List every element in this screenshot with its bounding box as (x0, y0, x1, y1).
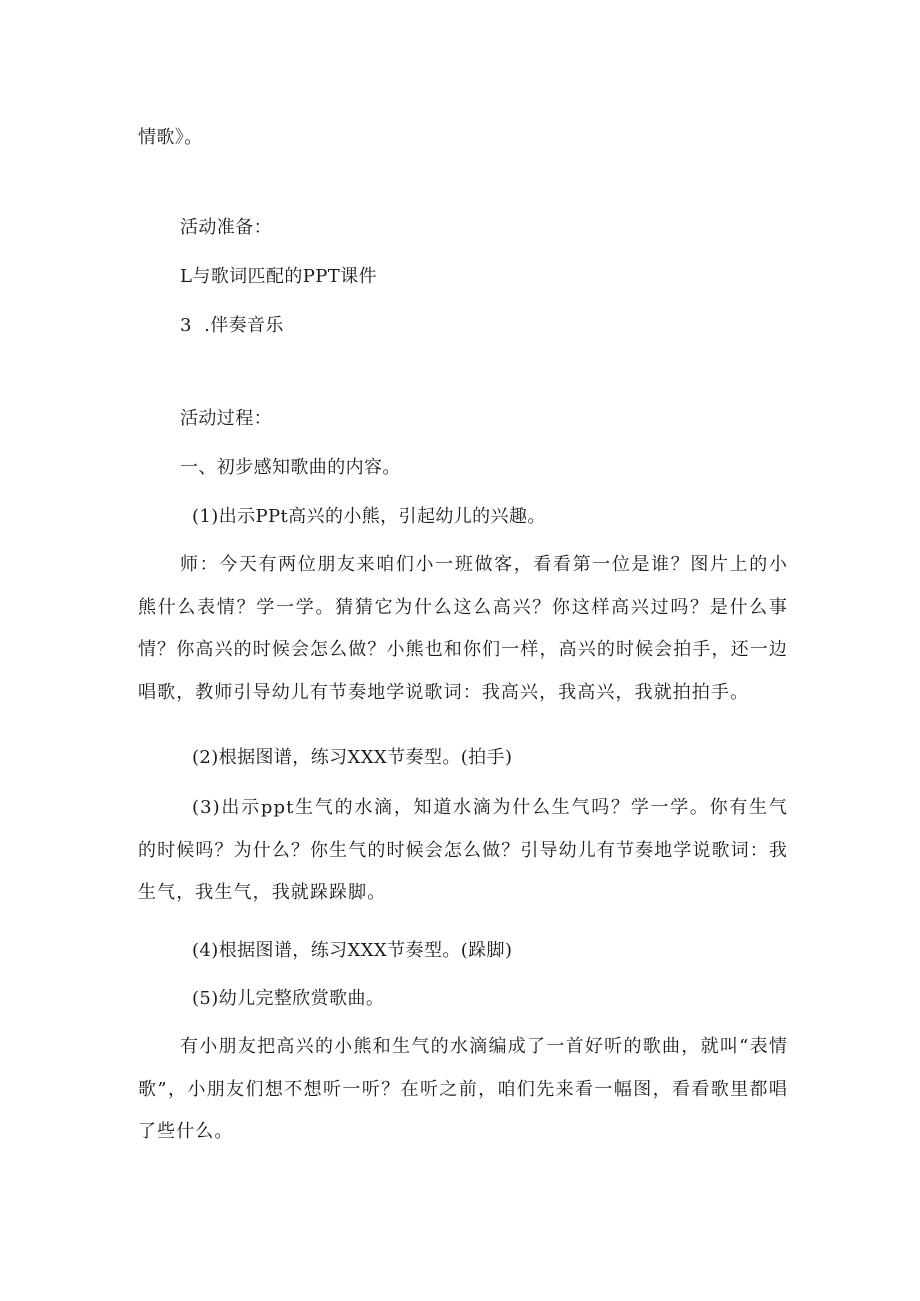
preparation-item-1: L与歌词匹配的PPT课件 (180, 266, 377, 287)
preparation-heading: 活动准备： (180, 217, 272, 238)
step-1: (1)出示PPt高兴的小熊，引起幼儿的兴趣。 (192, 506, 546, 527)
preparation-item-2: 3 .伴奏音乐 (180, 315, 284, 336)
step-2: (2)根据图谱，练习XXX节奏型。(拍手) (192, 747, 513, 768)
section-1-title: 一、初步感知歌曲的内容。 (180, 457, 401, 478)
step-5: (5)幼儿完整欣赏歌曲。 (192, 988, 385, 1009)
teacher-paragraph: 师：今天有两位朋友来咱们小一班做客，看看第一位是谁？图片上的小熊什么表情？学一学。猜猜它为什么这么高兴？你这样高兴过吗？是什么事情？你高兴的时候会怎么做？小熊也和你们一样，高兴的时候会拍手，还一边唱歌，教师引导幼儿有节奏地学说歌词：我高兴，我高兴，我就拍拍手。 (138, 554, 788, 703)
continuation-text: 情歌》。 (138, 127, 203, 148)
process-heading: 活动过程： (180, 408, 272, 429)
step-4: (4)根据图谱，练习XXX节奏型。(跺脚) (192, 940, 513, 961)
closing-paragraph: 有小朋友把高兴的小熊和生气的水滴编成了一首好听的歌曲，就叫“表情歌”，小朋友们想不想听一听？在听之前，咱们先来看一幅图，看看歌里都唱了些什么。 (138, 1036, 788, 1142)
step-3-paragraph: (3)出示ppt生气的水滴，知道水滴为什么生气吗？学一学。你有生气的时候吗？为什么？你生气的时候会怎么做？引导幼儿有节奏地学说歌词：我生气，我生气，我就跺跺脚。 (138, 797, 788, 903)
